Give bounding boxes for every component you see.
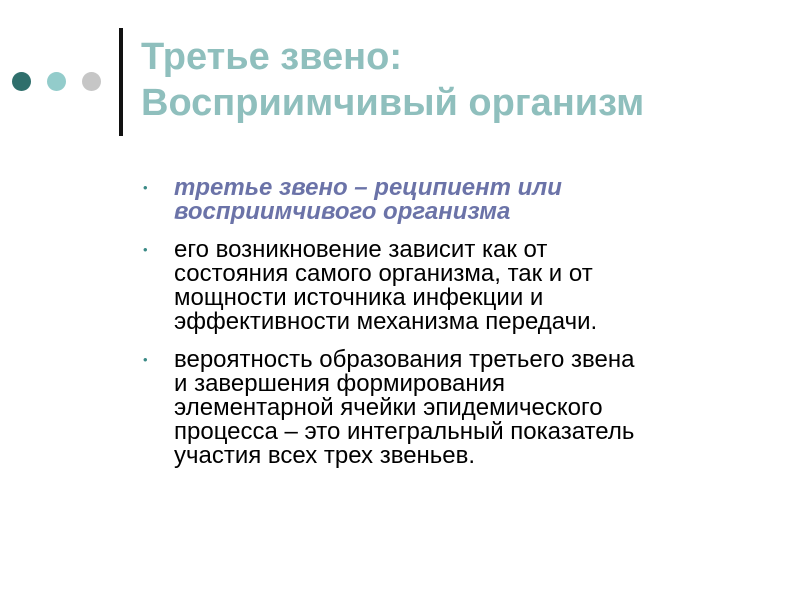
bullet-line: восприимчивого организма (174, 198, 511, 225)
bullet-line: участия всех трех звеньев. (174, 442, 476, 469)
bullet-line: процесса – это интегральный показатель (174, 418, 635, 445)
bullet-line: и завершения формирования (174, 370, 506, 397)
bullet-item (143, 176, 763, 224)
bullet-line: состояния самого организма, так и от (174, 260, 593, 287)
dot-light-teal-icon (47, 72, 66, 91)
slide-title (141, 34, 781, 126)
dot-gray-icon (82, 72, 101, 91)
bullet-line: вероятность образования третьего звена (174, 346, 635, 373)
bullet-marker-icon: • (143, 180, 148, 195)
bullet-line: элементарной ячейки эпидемического (174, 394, 603, 421)
bullet-marker-icon: • (143, 352, 148, 367)
bullet-line: третье звено – реципиент или (174, 174, 562, 201)
bullet-line: эффективности механизма передачи. (174, 308, 598, 335)
title-divider (119, 28, 123, 136)
slide-title-line-1: Третье звено: (141, 36, 402, 78)
bullet-item (143, 238, 763, 334)
bullet-marker-icon: • (143, 242, 148, 257)
dot-dark-teal-icon (12, 72, 31, 91)
slide-title-line-2: Восприимчивый организм (141, 82, 645, 124)
bullet-line: его возникновение зависит как от (174, 236, 548, 263)
bullet-line: мощности источника инфекции и (174, 284, 544, 311)
bullet-list (143, 176, 763, 482)
bullet-item (143, 348, 763, 468)
